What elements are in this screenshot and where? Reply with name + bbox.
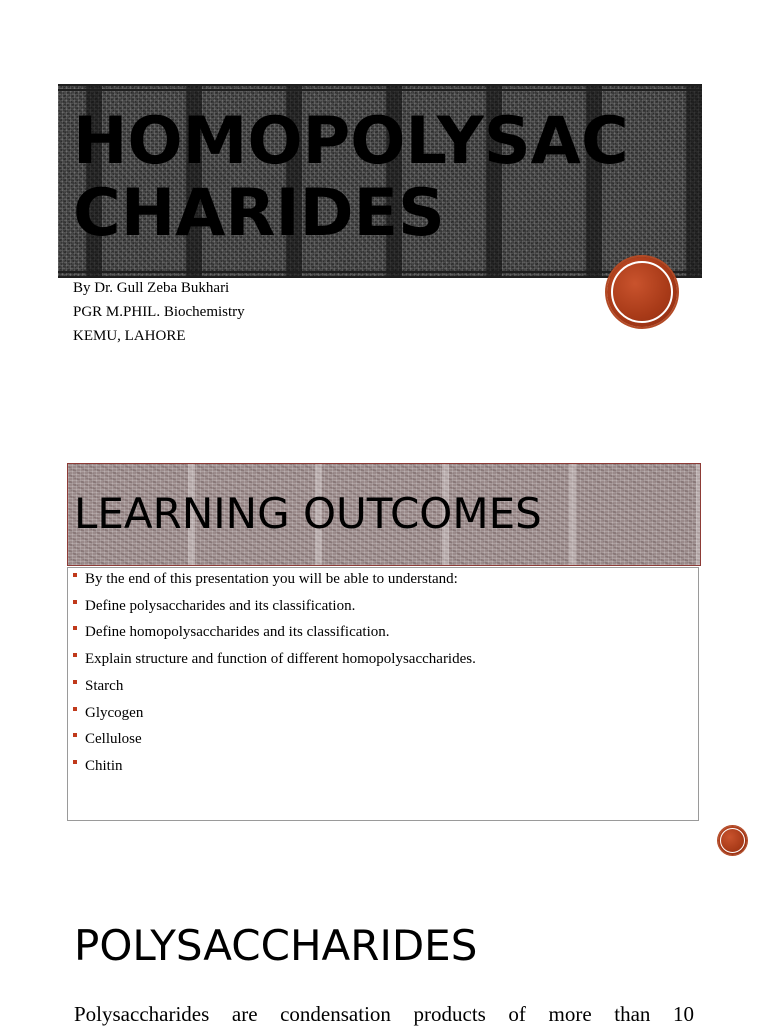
list-item-text: Explain structure and function of different homopolysaccharides. [85,651,476,668]
list-item [73,700,476,727]
list-item-text: Cellulose [85,731,142,748]
decorative-orb-icon [607,257,677,327]
list-item-text: Define polysaccharides and its classification. [85,597,356,614]
list-item [73,726,476,753]
bullet-icon [73,573,77,577]
list-item [73,566,476,593]
title-line-1: HOMOPOLYSAC [73,104,629,179]
learning-outcomes-title: LEARNING OUTCOMES [74,489,542,538]
banner-rule [58,84,702,86]
bullet-icon [73,680,77,684]
list-item-text: Chitin [85,757,123,774]
title-line-2: CHARIDES [73,176,445,251]
list-item [73,753,476,780]
author-degree: PGR M.PHIL. Biochemistry [73,304,245,320]
banner-rule [58,271,702,273]
presentation-title [73,106,673,250]
author-institution: KEMU, LAHORE [73,328,186,344]
list-item-text: Glycogen [85,704,144,721]
bullet-icon [73,760,77,764]
list-item-text: By the end of this presentation you will be able to understand: [85,571,458,587]
polysaccharides-paragraph: Polysaccharides are condensation products of more than 10 [74,1002,694,1026]
polysaccharides-title: POLYSACCHARIDES [74,921,478,970]
list-item [73,673,476,700]
author-byline [73,276,245,348]
bullet-icon [73,733,77,737]
learning-outcomes-list [73,566,476,780]
list-item-text: Define homopolysaccharides and its classification. [85,624,390,641]
decorative-orb-small-icon [718,826,747,855]
list-item [73,619,476,646]
list-item [73,593,476,620]
banner-rule [58,89,702,91]
bullet-icon [73,653,77,657]
bullet-icon [73,707,77,711]
bullet-icon [73,600,77,604]
list-item-text: Starch [85,677,124,694]
bullet-icon [73,626,77,630]
list-item [73,646,476,673]
author-name: By Dr. Gull Zeba Bukhari [73,280,230,296]
